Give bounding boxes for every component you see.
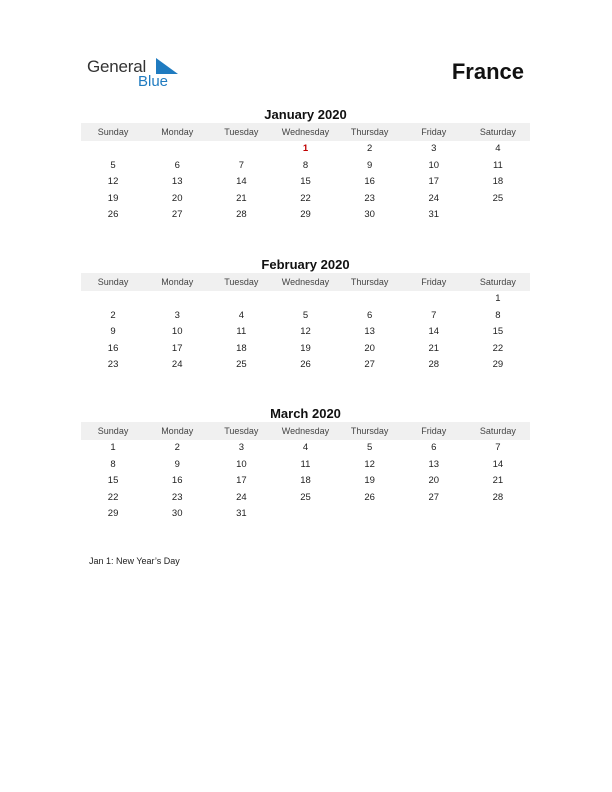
weekday-label: Friday [421, 277, 447, 287]
day-cell: 21 [236, 192, 247, 204]
day-cell: 26 [107, 209, 119, 221]
weekday-label: Thursday [350, 277, 389, 287]
day-cell: 25 [300, 491, 311, 503]
day-cell: 14 [428, 326, 440, 338]
day-cell: 28 [236, 209, 247, 221]
week-row [81, 291, 530, 308]
week-row [81, 341, 530, 358]
week-row [81, 141, 530, 158]
weekday-label: Wednesday [281, 127, 330, 137]
weekday-label: Sunday [97, 277, 129, 287]
month-march [81, 405, 530, 523]
day-cell: 24 [428, 192, 440, 204]
day-cell: 15 [300, 176, 311, 188]
day-cell: 3 [238, 442, 244, 453]
empty-day-cell [466, 207, 530, 224]
day-cell: 17 [171, 342, 183, 354]
day-cell: 4 [495, 143, 501, 154]
day-cell: 1 [110, 442, 116, 453]
holiday-notes: Jan 1: New Year’s Day [89, 556, 180, 566]
day-cell: 27 [171, 209, 183, 221]
week-row [81, 191, 530, 208]
day-cell: 7 [238, 159, 244, 171]
week-row [81, 457, 530, 474]
weekday-label: Saturday [479, 426, 516, 436]
day-cell: 18 [236, 342, 247, 354]
weekday-label: Monday [161, 277, 194, 287]
weekday-label: Saturday [479, 127, 516, 137]
day-cell: 1 [495, 293, 501, 304]
day-cell: 29 [107, 508, 119, 520]
day-cell: 7 [431, 309, 437, 321]
day-cell: 4 [238, 309, 244, 321]
day-cell: 11 [236, 326, 247, 338]
day-cell: 9 [110, 326, 116, 338]
day-cell: 27 [364, 359, 375, 371]
week-row [81, 174, 530, 191]
day-cell: 15 [107, 475, 119, 487]
day-cell: 22 [300, 192, 311, 204]
weekday-header [81, 422, 530, 440]
day-cell: 10 [171, 326, 183, 338]
day-cell: 23 [171, 491, 183, 503]
day-cell: 16 [107, 342, 119, 354]
day-cell: 7 [495, 442, 501, 453]
day-cell: 3 [174, 309, 180, 321]
weekday-label: Monday [161, 426, 194, 436]
day-cell: 8 [110, 458, 116, 470]
day-cell: 3 [431, 143, 437, 154]
day-cell: 2 [110, 309, 116, 321]
weekday-header [81, 123, 530, 141]
day-cell: 14 [236, 176, 247, 188]
day-cell: 5 [366, 442, 373, 453]
weekday-label: Wednesday [281, 426, 330, 436]
day-cell: 19 [364, 475, 375, 487]
day-cell: 17 [428, 176, 440, 188]
day-cell: 31 [236, 508, 247, 520]
day-cell: 19 [107, 192, 119, 204]
day-cell: 31 [428, 209, 440, 221]
day-cell: 10 [428, 159, 440, 171]
week-row [81, 473, 530, 490]
day-cell: 25 [236, 359, 247, 371]
day-cell: 2 [174, 442, 180, 453]
day-cell: 16 [171, 475, 183, 487]
day-cell: 8 [495, 309, 501, 321]
empty-day-cell [145, 291, 209, 308]
day-cell: 2 [366, 143, 373, 154]
weekday-label: Tuesday [224, 426, 259, 436]
logo-blue-text: Blue [138, 73, 169, 90]
day-cell: 11 [492, 159, 503, 171]
empty-day-cell [338, 291, 402, 308]
week-row [81, 440, 530, 457]
day-cell: 12 [107, 176, 119, 188]
day-cell: 30 [364, 209, 375, 221]
day-cell: 15 [492, 326, 504, 338]
day-cell: 20 [171, 192, 183, 204]
empty-day-cell [209, 291, 273, 308]
day-cell: 8 [302, 159, 309, 171]
weekday-label: Monday [161, 127, 194, 137]
day-cell: 20 [364, 342, 375, 354]
week-row [81, 357, 530, 374]
empty-day-cell [402, 506, 466, 523]
logo-general-text: General [87, 57, 147, 76]
day-cell: 10 [236, 458, 247, 470]
day-cell: 1 [302, 143, 309, 154]
weekday-label: Saturday [479, 277, 516, 287]
week-row [81, 207, 530, 224]
weekday-label: Friday [421, 426, 447, 436]
day-cell: 6 [366, 309, 373, 321]
weekday-label: Wednesday [281, 277, 330, 287]
week-row [81, 324, 530, 341]
day-cell: 27 [428, 491, 440, 503]
week-row [81, 490, 530, 507]
day-cell: 21 [492, 475, 504, 487]
weekday-label: Tuesday [224, 127, 259, 137]
empty-day-cell [338, 506, 402, 523]
empty-day-cell [466, 506, 530, 523]
empty-day-cell [273, 291, 337, 308]
weekday-label: Friday [421, 127, 447, 137]
logo [87, 55, 187, 95]
day-cell: 18 [300, 475, 311, 487]
day-cell: 22 [492, 342, 504, 354]
weekday-label: Sunday [97, 127, 129, 137]
month-january [81, 106, 530, 224]
week-row [81, 308, 530, 325]
empty-day-cell [81, 291, 145, 308]
day-cell: 29 [492, 359, 504, 371]
day-cell: 9 [174, 458, 180, 470]
month-title: January 2020 [264, 107, 347, 122]
day-cell: 18 [492, 176, 504, 188]
day-cell: 26 [364, 491, 375, 503]
day-cell: 14 [492, 458, 504, 470]
day-cell: 21 [428, 342, 440, 354]
day-cell: 5 [302, 309, 309, 321]
day-cell: 17 [236, 475, 247, 487]
day-cell: 29 [300, 209, 311, 221]
day-cell: 6 [174, 159, 180, 171]
month-title: February 2020 [261, 257, 350, 272]
day-cell: 11 [300, 458, 311, 470]
week-row [81, 506, 530, 523]
day-cell: 24 [171, 359, 183, 371]
day-cell: 12 [364, 458, 375, 470]
weekday-label: Tuesday [224, 277, 259, 287]
month-february [81, 256, 530, 374]
empty-day-cell [402, 291, 466, 308]
day-cell: 28 [428, 359, 440, 371]
day-cell: 6 [431, 442, 437, 453]
weekday-label: Thursday [350, 426, 389, 436]
day-cell: 13 [428, 458, 440, 470]
empty-day-cell [81, 141, 145, 158]
day-cell: 9 [366, 159, 373, 171]
day-cell: 16 [364, 176, 375, 188]
day-cell: 13 [171, 176, 183, 188]
day-cell: 25 [492, 192, 504, 204]
day-cell: 23 [364, 192, 375, 204]
week-row [81, 158, 530, 175]
day-cell: 23 [107, 359, 119, 371]
empty-day-cell [145, 141, 209, 158]
day-cell: 4 [302, 442, 309, 453]
day-cell: 12 [300, 326, 311, 338]
logo-triangle-icon [156, 58, 178, 74]
empty-day-cell [209, 141, 273, 158]
day-cell: 26 [300, 359, 311, 371]
weekday-header [81, 273, 530, 291]
day-cell: 28 [492, 491, 504, 503]
day-cell: 30 [171, 508, 183, 520]
day-cell: 22 [107, 491, 119, 503]
day-cell: 20 [428, 475, 440, 487]
day-cell: 13 [364, 326, 375, 338]
empty-day-cell [273, 506, 337, 523]
country-title: France [451, 59, 524, 84]
weekday-label: Sunday [97, 426, 129, 436]
day-cell: 5 [110, 159, 116, 171]
day-cell: 19 [300, 342, 311, 354]
day-cell: 24 [236, 491, 247, 503]
weekday-label: Thursday [350, 127, 389, 137]
month-title: March 2020 [270, 406, 341, 421]
